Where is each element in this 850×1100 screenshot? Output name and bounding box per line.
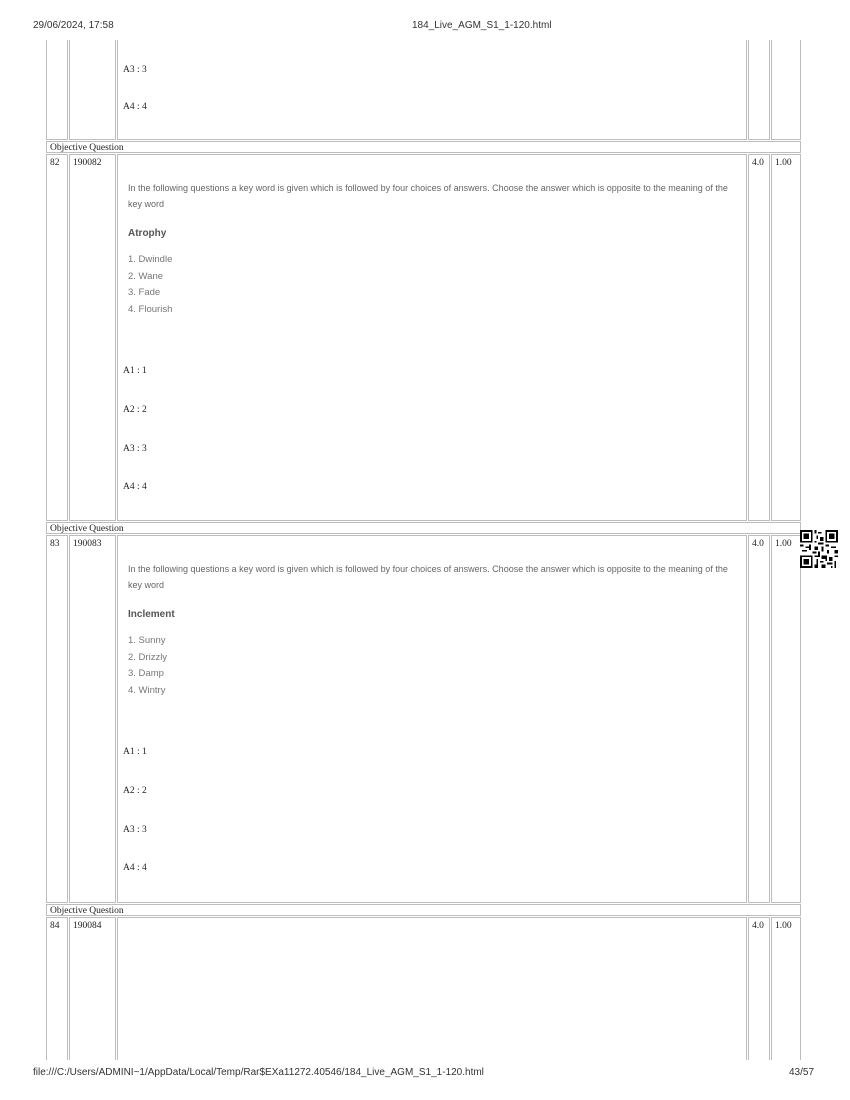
question-type-text: Objective Question xyxy=(50,143,124,153)
negative-marks-value: 1.00 xyxy=(775,539,792,549)
marks-value: 4.0 xyxy=(752,158,764,168)
question-text: In the following questions a key word is given which is followed by four choices of answers. Choose the answer which is opposite to the meaning of the key word xyxy=(128,183,728,209)
sno-cell xyxy=(46,40,68,140)
option-item: 1. Dwindle xyxy=(128,254,173,265)
option-item: 4. Flourish xyxy=(128,303,173,315)
question-id: 190084 xyxy=(73,921,102,931)
question-number: 82 xyxy=(50,158,60,168)
answer-option: A4 : 4 xyxy=(123,863,147,873)
question-keyword: Inclement xyxy=(128,609,175,620)
answer-option: A3 : 3 xyxy=(123,65,147,75)
answer-option: A3 : 3 xyxy=(123,444,147,454)
question-text: In the following questions a key word is given which is followed by four choices of answers. Choose the answer which is opposite to the meaning of the key word xyxy=(128,564,728,590)
sno-cell xyxy=(46,154,68,521)
qid-cell xyxy=(69,40,116,140)
sno-cell xyxy=(46,535,68,903)
question-cell xyxy=(117,40,747,140)
options-list xyxy=(128,252,172,318)
question-id: 190083 xyxy=(73,539,102,549)
question-keyword: Atrophy xyxy=(128,228,167,239)
question-cell xyxy=(117,154,747,521)
question-block-82 xyxy=(46,141,801,521)
question-type-label xyxy=(46,904,801,916)
print-page-number: 43/57 xyxy=(789,1067,815,1078)
negative-cell xyxy=(771,535,801,903)
negative-cell xyxy=(771,154,801,521)
option-item: 2. Drizzly xyxy=(128,651,168,663)
question-type-label xyxy=(46,141,801,153)
negative-marks-value: 1.00 xyxy=(775,921,792,931)
options-list xyxy=(128,633,167,699)
answer-option: A4 : 4 xyxy=(123,482,147,492)
answer-option: A1 : 1 xyxy=(123,747,147,757)
answer-option: A2 : 2 xyxy=(123,405,147,415)
question-cell xyxy=(117,535,747,903)
negative-marks-value: 1.00 xyxy=(775,158,792,168)
print-file-path: file:///C:/Users/ADMINI~1/AppData/Local/Temp/Rar$EXa11272.40546/184_Live_AGM_S1_1-120.html xyxy=(33,1067,484,1078)
question-type-text: Objective Question xyxy=(50,524,124,534)
marks-cell xyxy=(748,154,770,521)
qr-code-icon xyxy=(800,530,838,568)
option-item: 3. Damp xyxy=(128,668,164,679)
print-datetime: 29/06/2024, 17:58 xyxy=(33,20,114,31)
question-block-84 xyxy=(46,904,801,1060)
print-page-title: 184_Live_AGM_S1_1-120.html xyxy=(412,20,552,31)
question-block-83 xyxy=(46,522,801,903)
marks-cell xyxy=(748,917,770,1060)
marks-value: 4.0 xyxy=(752,921,764,931)
option-item: 4. Wintry xyxy=(128,684,166,696)
prev-question-fragment xyxy=(46,40,801,140)
qid-cell xyxy=(69,917,116,1060)
qid-cell xyxy=(69,154,116,521)
marks-cell xyxy=(748,535,770,903)
question-number: 84 xyxy=(50,921,60,931)
answer-option: A4 : 4 xyxy=(123,102,147,112)
question-type-text: Objective Question xyxy=(50,906,124,916)
negative-cell xyxy=(771,40,801,140)
option-item: 3. Fade xyxy=(128,287,161,298)
option-item: 1. Sunny xyxy=(128,635,166,646)
option-item: 2. Wane xyxy=(128,270,164,282)
marks-value: 4.0 xyxy=(752,539,764,549)
answer-option: A1 : 1 xyxy=(123,366,147,376)
answer-option: A2 : 2 xyxy=(123,786,147,796)
sno-cell xyxy=(46,917,68,1060)
answer-option: A3 : 3 xyxy=(123,825,147,835)
marks-cell xyxy=(748,40,770,140)
negative-cell xyxy=(771,917,801,1060)
question-id: 190082 xyxy=(73,158,102,168)
question-cell xyxy=(117,917,747,1060)
qid-cell xyxy=(69,535,116,903)
question-type-label xyxy=(46,522,801,534)
question-number: 83 xyxy=(50,539,60,549)
